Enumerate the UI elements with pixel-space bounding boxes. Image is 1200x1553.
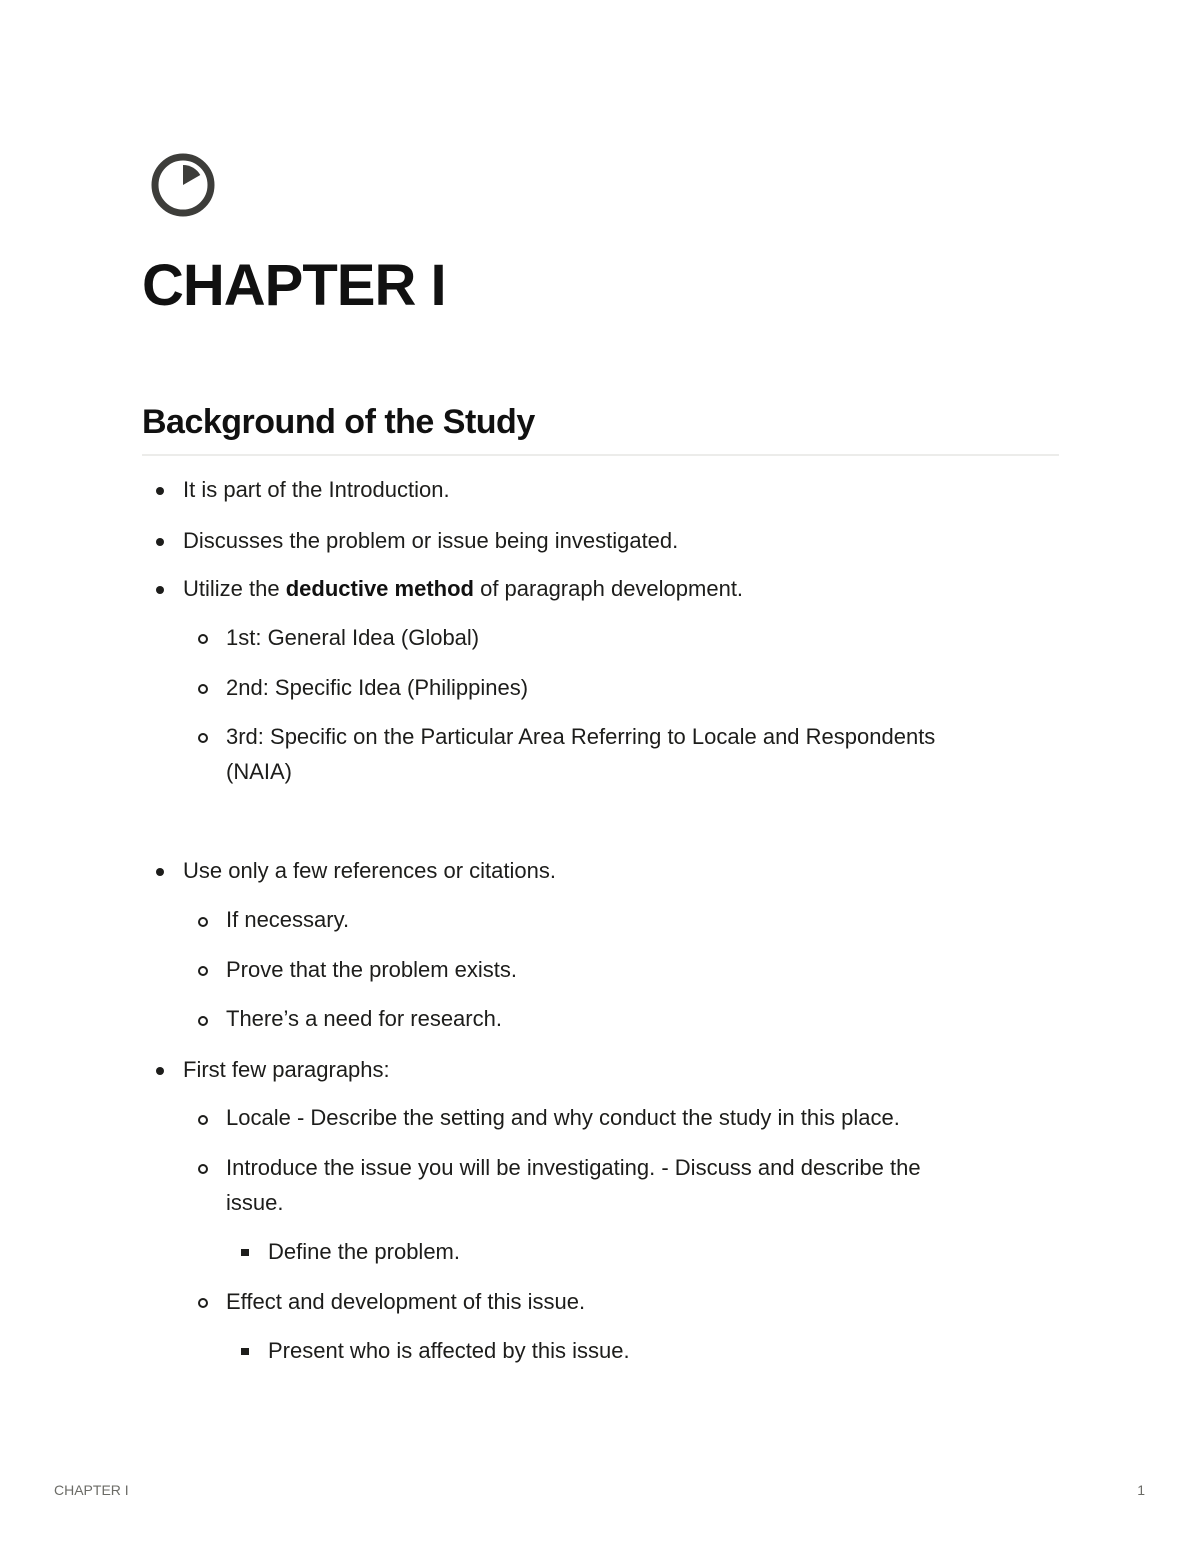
bullet-disc <box>156 586 164 594</box>
bullet-square <box>241 1348 249 1355</box>
sub-list-item: Introduce the issue you will be investigating. - Discuss and describe the <box>226 1155 921 1180</box>
bullet-circle <box>198 1016 208 1026</box>
bullet-disc <box>156 538 164 546</box>
sub-list-item: Locale - Describe the setting and why conduct the study in this place. <box>226 1105 900 1130</box>
sub-list-item: Effect and development of this issue. <box>226 1289 586 1314</box>
bullet-circle <box>198 966 208 976</box>
list-item-text: of paragraph development. <box>473 576 744 601</box>
bullet-circle <box>198 684 208 694</box>
sub-sub-list-item: Define the problem. <box>268 1239 460 1264</box>
list-item <box>183 572 743 606</box>
list-item: It is part of the Introduction. <box>183 477 450 502</box>
sub-list-item: 1st: General Idea (Global) <box>226 625 480 650</box>
section-heading: Background of the Study <box>142 403 535 441</box>
page-title: CHAPTER I <box>142 253 446 318</box>
sub-sub-list-item: Present who is affected by this issue. <box>268 1338 630 1363</box>
bold-term: deductive method <box>285 576 474 601</box>
sub-list-item: 2nd: Specific Idea (Philippines) <box>226 675 529 700</box>
sub-list-item-continuation: (NAIA) <box>226 759 292 784</box>
sub-list-item: There’s a need for research. <box>226 1006 502 1031</box>
bullet-circle <box>198 733 208 743</box>
list-item: First few paragraphs: <box>183 1057 390 1082</box>
bullet-circle <box>198 1298 208 1308</box>
footer-title: CHAPTER I <box>54 1482 129 1498</box>
bullet-circle <box>198 634 208 644</box>
bullet-circle <box>198 1115 208 1125</box>
bullet-circle <box>198 1164 208 1174</box>
list-item: Discusses the problem or issue being investigated. <box>183 528 679 553</box>
sub-list-item: If necessary. <box>226 907 350 932</box>
bullet-disc <box>156 868 164 876</box>
sub-list-item: Prove that the problem exists. <box>226 957 518 982</box>
sub-list-item: 3rd: Specific on the Particular Area Referring to Locale and Respondents <box>226 724 936 749</box>
list-item: Use only a few references or citations. <box>183 858 556 883</box>
bullet-circle <box>198 917 208 927</box>
page-number: 1 <box>1137 1482 1145 1498</box>
heading-divider <box>142 454 1059 456</box>
pie-timer-icon <box>149 151 217 219</box>
bullet-square <box>241 1249 249 1256</box>
sub-list-item-continuation: issue. <box>226 1190 284 1215</box>
bullet-disc <box>156 1067 164 1075</box>
list-item-text: Utilize the <box>183 576 286 601</box>
bullet-disc <box>156 487 164 495</box>
